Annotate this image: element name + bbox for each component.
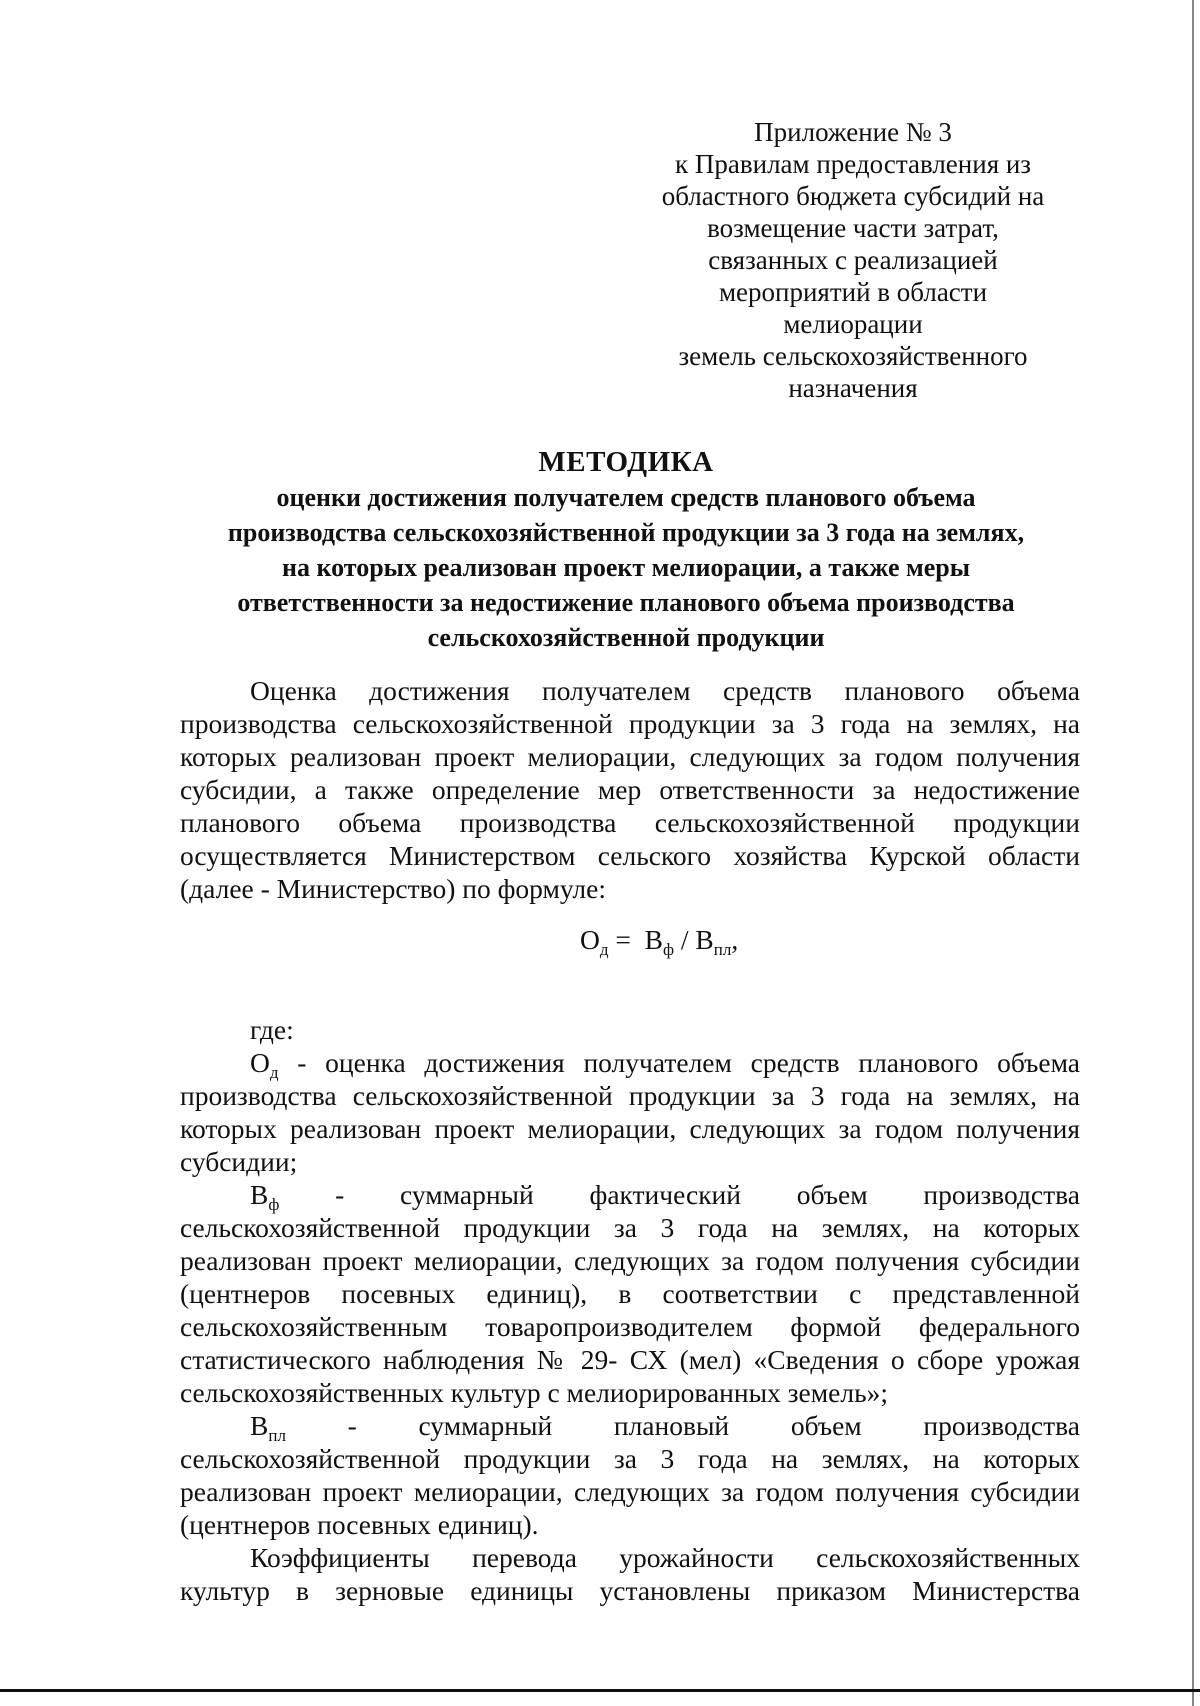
formula-lhs-sub: д — [599, 940, 609, 959]
appendix-line: мероприятий в области — [718, 277, 988, 307]
text-line: планового объема производства сельскохозяйственной продукции — [180, 807, 1080, 838]
text-line: (центнеров посевных единиц). — [180, 1509, 539, 1540]
scan-edge-right — [1192, 0, 1194, 1706]
text-line: Оценка достижения получателем средств планового объема — [250, 675, 1080, 706]
definition-vf — [180, 1178, 1080, 1409]
scan-edge-bottom — [0, 1689, 1200, 1692]
subtitle-line: сельскохозяйственной продукции — [427, 623, 825, 652]
appendix-line: земель сельскохозяйственного — [678, 341, 1028, 371]
intro-paragraph — [180, 674, 1080, 905]
document-heading — [170, 444, 1082, 655]
appendix-line: к Правилам предоставления из — [675, 149, 1031, 179]
formula — [180, 923, 1080, 979]
appendix-line: мелиорации — [783, 309, 923, 339]
text-line: реализован проект мелиорации, следующих за годом получения субсидии — [180, 1245, 1080, 1276]
coefficients-paragraph — [180, 1541, 1080, 1607]
text-line: статистического наблюдения № 29- СХ (мел) «Сведения о сборе урожая — [180, 1344, 1080, 1375]
text-line: субсидии; — [180, 1146, 298, 1177]
text-line: (далее - Министерство) по формуле: — [180, 873, 606, 904]
text-line: сельскохозяйственным товаропроизводителем формой федерального — [180, 1311, 1080, 1342]
definition-symbol: В — [250, 1410, 269, 1441]
text-line: производства сельскохозяйственной продукции за 3 года на землях, на — [180, 1080, 1080, 1111]
definition-od — [180, 1046, 1080, 1178]
definition-first-line — [180, 1046, 1080, 1082]
text-line: осуществляется Министерством сельского хозяйства Курской области — [180, 840, 1080, 871]
subtitle-line: на которых реализован проект мелиорации, а также меры — [281, 553, 970, 582]
text-line: сельскохозяйственных культур с мелиорированных земель»; — [180, 1377, 889, 1408]
definition-symbol: О — [250, 1047, 270, 1078]
appendix-line: связанных с реализацией — [708, 245, 998, 275]
text-line: реализован проект мелиорации, следующих за годом получения субсидии — [180, 1476, 1080, 1507]
formula-lhs: О — [580, 924, 600, 955]
definition-text: - суммарный плановый объем производства — [285, 1410, 1080, 1441]
definition-vpl — [180, 1409, 1080, 1541]
appendix-header — [628, 116, 1078, 404]
subtitle-line: оценки достижения получателем средств планового объема — [276, 483, 976, 512]
appendix-line: областного бюджета субсидий на — [661, 181, 1045, 211]
subtitle-line: ответственности за недостижение планового объема производства — [237, 588, 1015, 617]
definition-first-line — [180, 1409, 1080, 1445]
formula-den: В — [695, 924, 714, 955]
definition-text: - суммарный фактический объем производства — [279, 1179, 1080, 1210]
formula-den-sub: пл — [713, 940, 732, 959]
formula-div: / — [674, 924, 696, 955]
document-subtitle — [170, 480, 1082, 655]
definition-symbol-sub: пл — [268, 1426, 286, 1445]
definition-symbol-sub: д — [269, 1063, 279, 1082]
text-line: (центнеров посевных единиц), в соответствии с представленной — [180, 1278, 1080, 1309]
where-label: где: — [250, 1014, 294, 1045]
text-line: Коэффициенты перевода урожайности сельскохозяйственных — [250, 1542, 1080, 1573]
appendix-line: возмещение части затрат, — [707, 213, 999, 243]
formula-eq: = — [608, 924, 645, 955]
text-line: культур в зерновые единицы установлены приказом Министерства — [180, 1575, 1080, 1606]
appendix-line: назначения — [788, 373, 918, 403]
document-body — [180, 674, 1080, 1607]
formula-num: В — [644, 924, 664, 955]
definition-first-line — [180, 1178, 1080, 1214]
definition-symbol-sub: ф — [268, 1195, 280, 1214]
appendix-line: Приложение № 3 — [754, 117, 952, 147]
text-line: субсидии, а также определение мер ответственности за недостижение — [180, 774, 1080, 805]
text-line: которых реализован проект мелиорации, следующих за годом получения — [180, 1113, 1080, 1144]
document-title: МЕТОДИКА — [538, 446, 714, 478]
formula-tail: , — [731, 924, 739, 955]
text-line: которых реализован проект мелиорации, следующих за годом получения — [180, 741, 1080, 772]
text-line: сельскохозяйственной продукции за 3 года на землях, на которых — [180, 1212, 1080, 1243]
definition-text: - оценка достижения получателем средств планового объема — [278, 1047, 1080, 1078]
text-line: производства сельскохозяйственной продукции за 3 года на землях, на — [180, 708, 1080, 739]
subtitle-line: производства сельскохозяйственной продукции за 3 года на землях, — [227, 518, 1025, 547]
text-line: сельскохозяйственной продукции за 3 года на землях, на которых — [180, 1443, 1080, 1474]
definition-symbol: В — [250, 1179, 269, 1210]
formula-num-sub: ф — [663, 940, 675, 959]
